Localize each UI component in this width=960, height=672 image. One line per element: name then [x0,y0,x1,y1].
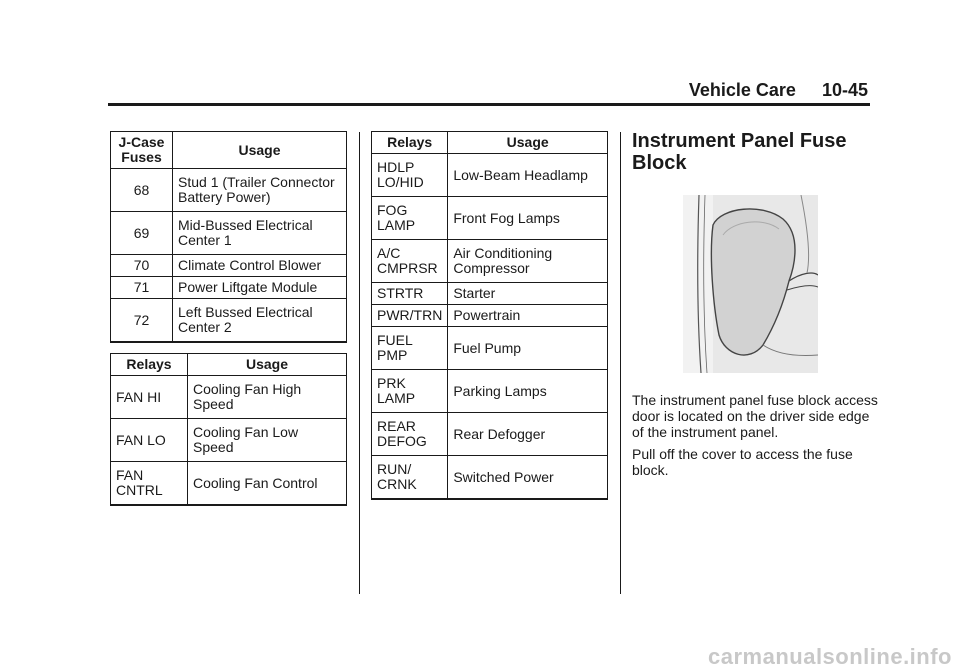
column-divider-2 [620,132,621,594]
table-row [111,277,347,299]
relays-table-1 [110,353,347,506]
column-header: Usage [448,132,608,154]
relay-name: FAN CNTRL [111,462,188,506]
column-header: Relays [372,132,448,154]
relay-usage: Cooling Fan High Speed [188,376,347,419]
relay-usage: Rear Defogger [448,413,608,456]
relay-name: STRTR [372,283,448,305]
fuse-number: 70 [111,255,173,277]
relay-usage: Parking Lamps [448,370,608,413]
relay-name: FAN HI [111,376,188,419]
relay-name: A/C CMPRSR [372,240,448,283]
table-row [111,212,347,255]
relay-name: FAN LO [111,419,188,462]
relay-usage: Powertrain [448,305,608,327]
watermark: carmanualsonline.info [708,644,952,669]
page-number: 10-45 [821,80,868,100]
fuse-number: 69 [111,212,173,255]
fuse-usage: Power Liftgate Module [173,277,347,299]
relay-usage: Starter [448,283,608,305]
body-paragraph: Pull off the cover to access the fuse block. [632,446,853,478]
fuse-number: 72 [111,299,173,343]
relay-name: PWR/TRN [372,305,448,327]
column-header: J-Case Fuses [111,132,173,169]
table-row [111,169,347,212]
fuse-usage: Left Bussed Electrical Center 2 [173,299,347,343]
table-header-row [372,132,608,154]
table-header-row [111,132,347,169]
relay-usage: Air Conditioning Compressor [448,240,608,283]
relay-name: FUEL PMP [372,327,448,370]
relay-usage: Switched Power [448,456,608,500]
relay-name: RUN/ CRNK [372,456,448,500]
table-row [372,154,608,197]
table-row [372,370,608,413]
table-row [372,456,608,500]
table-row [111,299,347,343]
table-row [372,240,608,283]
relay-name: REAR DEFOG [372,413,448,456]
body-paragraph: The instrument panel fuse block access door is located on the driver side edge of the instrument panel. [632,392,878,440]
relay-usage: Cooling Fan Low Speed [188,419,347,462]
table-row [111,376,347,419]
fuse-number: 68 [111,169,173,212]
column-header: Usage [173,132,347,169]
table-row [372,283,608,305]
relay-usage: Fuel Pump [448,327,608,370]
fuse-usage: Mid-Bussed Electrical Center 1 [173,212,347,255]
jcase-fuse-table [110,131,347,343]
table-row [372,197,608,240]
table-header-row [111,354,347,376]
table-row [111,255,347,277]
table-row [372,327,608,370]
fuse-usage: Stud 1 (Trailer Connector Battery Power) [173,169,347,212]
fuse-number: 71 [111,277,173,299]
column-header: Relays [111,354,188,376]
column-header: Usage [188,354,347,376]
relay-usage: Front Fog Lamps [448,197,608,240]
relay-name: HDLP LO/HID [372,154,448,197]
table-row [111,419,347,462]
column-divider-1 [359,132,360,594]
relay-name: PRK LAMP [372,370,448,413]
relay-usage: Cooling Fan Control [188,462,347,506]
fuse-usage: Climate Control Blower [173,255,347,277]
table-row [111,462,347,506]
header-rule [108,103,870,106]
page-header [689,80,868,101]
section-heading: Instrument Panel Fuse Block [632,130,847,174]
table-row [372,413,608,456]
relay-usage: Low-Beam Headlamp [448,154,608,197]
relays-table-2 [371,131,608,500]
relay-name: FOG LAMP [372,197,448,240]
table-row [372,305,608,327]
fuse-block-access-door-icon [683,195,818,373]
section-title: Vehicle Care [688,80,796,100]
